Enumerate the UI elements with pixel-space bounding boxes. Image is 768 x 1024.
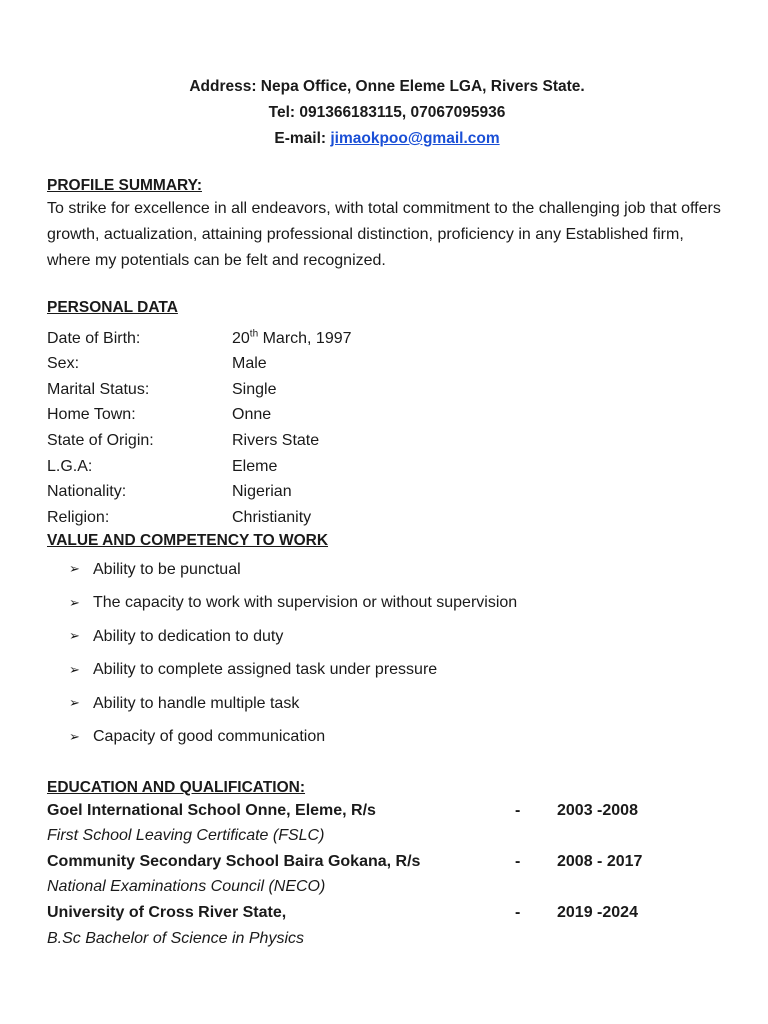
arrow-bullet-icon: ➢ — [69, 594, 80, 610]
year-range: 2008 - 2017 — [557, 852, 643, 870]
personal-row-dob — [47, 326, 727, 352]
personal-value: Male — [232, 355, 267, 373]
competency-text: Ability to dedication to duty — [93, 627, 284, 645]
personal-row — [47, 480, 727, 506]
personal-row — [47, 403, 727, 429]
competency-text: Ability to complete assigned task under pressure — [93, 661, 438, 679]
year-dash: - — [515, 852, 521, 870]
certificate-name: B.Sc Bachelor of Science in Physics — [47, 929, 305, 947]
personal-value: Christianity — [232, 508, 312, 526]
personal-label: Sex: — [47, 355, 80, 373]
education-entry — [47, 798, 727, 824]
personal-value: Rivers State — [232, 432, 320, 450]
personal-label: State of Origin: — [47, 432, 154, 450]
competency-item — [47, 620, 727, 654]
email-link[interactable]: jimaokpoo@gmail.com — [330, 130, 500, 147]
education-section — [47, 778, 727, 952]
year-range: 2019 -2024 — [557, 904, 638, 922]
education-entry — [47, 901, 727, 927]
tel-line: Tel: 091366183115, 07067095936 — [268, 104, 506, 121]
personal-value: Onne — [232, 406, 272, 424]
dob-label: Date of Birth: — [47, 329, 141, 347]
resume-page — [47, 74, 727, 952]
profile-text: To strike for excellence in all endeavors, with total commitment to the challenging job that offers growth, actualization, attaining professional distinction, proficiency in any Established firm, where my potentials can be felt and recognized. — [47, 200, 721, 270]
education-entry — [47, 850, 727, 876]
certificate-name: National Examinations Council (NECO) — [47, 878, 326, 896]
competency-list — [47, 553, 727, 754]
profile-title: PROFILE SUMMARY: — [47, 177, 202, 194]
competency-item — [47, 687, 727, 721]
arrow-bullet-icon: ➢ — [69, 561, 80, 577]
personal-data-section — [47, 298, 727, 531]
personal-label: Nationality: — [47, 483, 127, 501]
profile-section — [47, 176, 727, 274]
year-dash: - — [515, 904, 521, 922]
competency-item — [47, 553, 727, 587]
email-line — [47, 126, 727, 152]
personal-value: Nigerian — [232, 483, 292, 501]
competency-title: VALUE AND COMPETENCY TO WORK — [47, 532, 329, 550]
competency-item — [47, 721, 727, 755]
year-range: 2003 -2008 — [557, 801, 638, 819]
personal-label: Marital Status: — [47, 380, 150, 398]
arrow-bullet-icon: ➢ — [69, 628, 80, 644]
email-label: E-mail: — [274, 130, 331, 147]
dob-value: 20th March, 1997 — [232, 328, 352, 347]
competency-item — [47, 587, 727, 621]
education-title: EDUCATION AND QUALIFICATION: — [47, 779, 306, 797]
personal-value: Single — [232, 380, 277, 398]
school-name: Community Secondary School Baira Gokana, R/s — [47, 852, 421, 870]
personal-label: L.G.A: — [47, 457, 93, 475]
competency-item — [47, 654, 727, 688]
personal-row — [47, 352, 727, 378]
arrow-bullet-icon: ➢ — [69, 695, 80, 711]
personal-row — [47, 505, 727, 531]
competency-text: The capacity to work with supervision or without supervision — [93, 594, 518, 612]
arrow-bullet-icon: ➢ — [69, 661, 80, 677]
arrow-bullet-icon: ➢ — [69, 728, 80, 744]
certificate-name: First School Leaving Certificate (FSLC) — [47, 827, 325, 845]
personal-row — [47, 454, 727, 480]
personal-label: Religion: — [47, 508, 110, 526]
competency-text: Ability to be punctual — [93, 560, 241, 578]
year-dash: - — [515, 801, 521, 819]
competency-text: Capacity of good communication — [93, 728, 326, 746]
competency-text: Ability to handle multiple task — [93, 694, 300, 712]
contact-header — [47, 74, 727, 152]
school-name: University of Cross River State, — [47, 904, 287, 922]
personal-row — [47, 377, 727, 403]
school-name: Goel International School Onne, Eleme, R/s — [47, 801, 376, 819]
personal-label: Home Town: — [47, 406, 136, 424]
competency-section — [47, 531, 727, 754]
personal-data-title: PERSONAL DATA — [47, 299, 178, 317]
personal-value: Eleme — [232, 457, 278, 475]
personal-row — [47, 429, 727, 455]
address-line: Address: Nepa Office, Onne Eleme LGA, Rivers State. — [189, 78, 585, 95]
